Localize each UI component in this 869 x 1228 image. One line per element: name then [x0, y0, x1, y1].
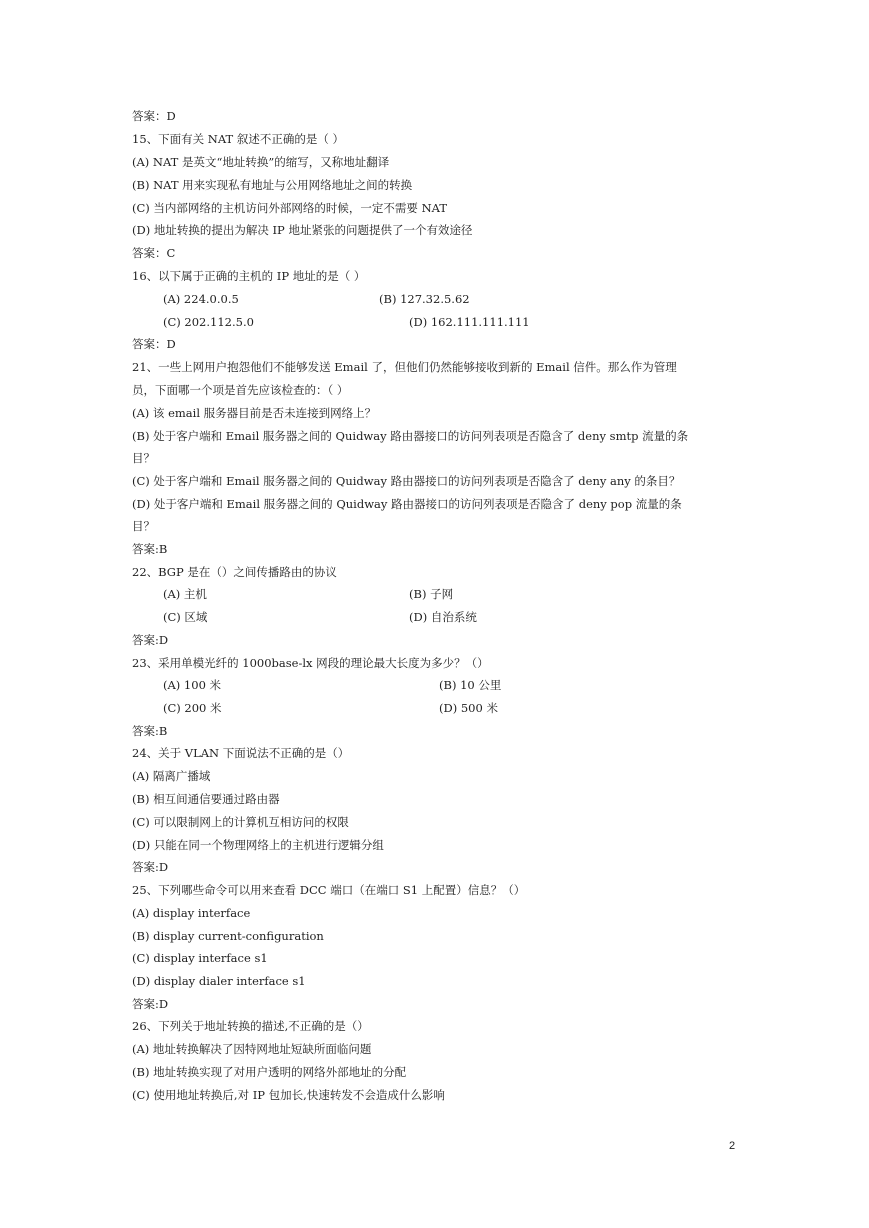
question-21: 21、一些上网用户抱怨他们不能够发送 Email 了，但他们仍然能够接收到新的 Email 信件。那么作为管理 [132, 360, 677, 374]
answer-line: 答案:B [132, 724, 168, 738]
question-26: 26、下列关于地址转换的描述,不正确的是（） [132, 1019, 369, 1033]
answer-line: 答案：D [132, 337, 176, 351]
question-25: 25、下列哪些命令可以用来查看 DCC 端口（在端口 S1 上配置）信息？（） [132, 883, 526, 897]
question-22: 22、BGP 是在（）之间传播路由的协议 [132, 565, 337, 579]
option-line: (A) display interface [132, 906, 251, 920]
option-cell: (D) 自治系统 [409, 610, 477, 624]
answer-line: 答案:D [132, 997, 169, 1011]
question-24: 24、关于 VLAN 下面说法不正确的是（） [132, 746, 350, 760]
option-line: (C) 使用地址转换后,对 IP 包加长,快速转发不会造成什么影响 [132, 1088, 445, 1102]
option-line: (B) 处于客户端和 Email 服务器之间的 Quidway 路由器接口的访问列表项是否隐含了 deny smtp 流量的条 [132, 429, 689, 443]
answer-line: 答案：C [132, 246, 176, 260]
option-line: (B) 相互间通信要通过路由器 [132, 792, 280, 806]
option-cell: (C) 区域 [163, 610, 208, 624]
option-cell: (A) 224.0.0.5 [163, 292, 239, 306]
question-23: 23、采用单模光纤的 1000base-lx 网段的理论最大长度为多少？（） [132, 656, 489, 670]
option-cell: (B) 127.32.5.62 [379, 292, 470, 306]
option-cell: (D) 500 米 [439, 701, 498, 715]
option-cell: (B) 子网 [409, 587, 454, 601]
answer-line: 答案:B [132, 542, 168, 556]
option-cell: (C) 200 米 [163, 701, 222, 715]
option-line: (B) display current-configuration [132, 929, 324, 943]
option-cell: (C) 202.112.5.0 [163, 315, 254, 329]
option-line-continued: 目？ [132, 519, 155, 533]
option-line: (C) 当内部网络的主机访问外部网络的时候，一定不需要 NAT [132, 201, 447, 215]
question-16: 16、以下属于正确的主机的 IP 地址的是（ ） [132, 269, 366, 283]
answer-line: 答案：D [132, 109, 176, 123]
option-line: (A) 地址转换解决了因特网地址短缺所面临问题 [132, 1042, 372, 1056]
page-number: 2 [729, 1140, 736, 1152]
question-21-continued: 员，下面哪一个项是首先应该检查的：（ ） [132, 383, 349, 397]
answer-line: 答案:D [132, 860, 169, 874]
option-cell: (B) 10 公里 [439, 678, 502, 692]
option-line: (A) 隔离广播域 [132, 769, 211, 783]
question-15: 15、下面有关 NAT 叙述不正确的是（ ） [132, 132, 345, 146]
option-line: (D) 地址转换的提出为解决 IP 地址紧张的问题提供了一个有效途径 [132, 223, 473, 237]
option-cell: (A) 主机 [163, 587, 207, 601]
option-line: (A) 该 email 服务器目前是否未连接到网络上？ [132, 406, 377, 420]
option-cell: (D) 162.111.111.111 [409, 315, 530, 329]
option-line: (D) 只能在同一个物理网络上的主机进行逻辑分组 [132, 838, 384, 852]
option-line: (C) 处于客户端和 Email 服务器之间的 Quidway 路由器接口的访问列表项是否隐含了 deny any 的条目？ [132, 474, 681, 488]
option-line: (D) display dialer interface s1 [132, 974, 306, 988]
answer-line: 答案:D [132, 633, 169, 647]
option-line: (C) display interface s1 [132, 951, 268, 965]
option-line: (B) NAT 用来实现私有地址与公用网络地址之间的转换 [132, 178, 413, 192]
option-line: (A) NAT 是英文“地址转换”的缩写，又称地址翻译 [132, 155, 390, 169]
option-line-continued: 目？ [132, 451, 155, 465]
option-line: (C) 可以限制网上的计算机互相访问的权限 [132, 815, 349, 829]
option-line: (B) 地址转换实现了对用户透明的网络外部地址的分配 [132, 1065, 407, 1079]
option-cell: (A) 100 米 [163, 678, 222, 692]
option-line: (D) 处于客户端和 Email 服务器之间的 Quidway 路由器接口的访问列表项是否隐含了 deny pop 流量的条 [132, 497, 682, 511]
